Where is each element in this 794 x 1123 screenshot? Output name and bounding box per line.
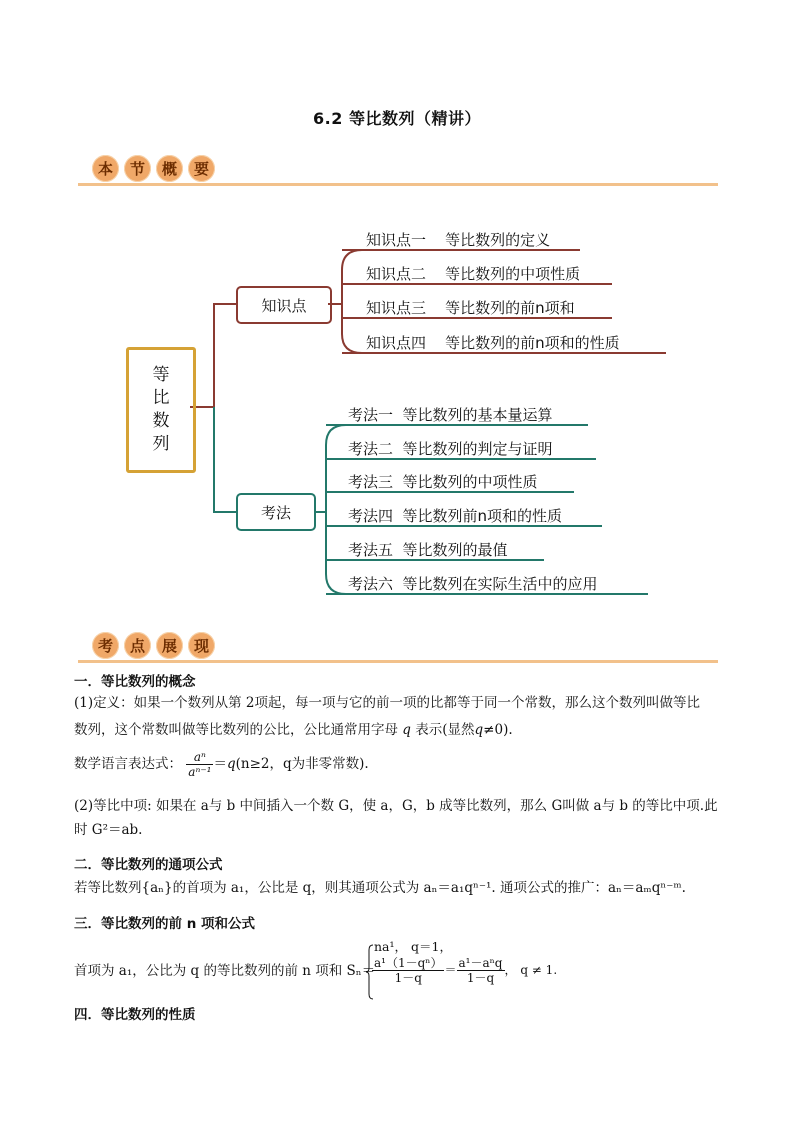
banner-char: 本 xyxy=(92,155,119,182)
piecewise-formula xyxy=(366,939,566,1002)
fraction-numerator: a¹－aⁿq xyxy=(458,956,503,970)
fraction-numerator: aⁿ xyxy=(186,750,213,765)
banner-char: 点 xyxy=(124,632,151,659)
text: ＝q xyxy=(213,756,236,772)
banner-char: 展 xyxy=(156,632,183,659)
section-heading: 三．等比数列的前 n 项和公式 xyxy=(74,916,256,932)
section-banner-points xyxy=(78,630,718,666)
banner-char: 节 xyxy=(124,155,151,182)
paragraph: (2)等比中项: 如果在 a与 b 中间插入一个数 G，使 a，G，b 成等比数列，那么 G叫做 a与 b 的等比中项.此 xyxy=(74,798,718,814)
node-methods: 考法 xyxy=(236,493,316,531)
method-item: 考法三 等比数列的中项性质 xyxy=(348,473,538,491)
knowledge-item: 知识点三 等比数列的前n项和 xyxy=(366,299,575,317)
knowledge-item: 知识点一 等比数列的定义 xyxy=(366,231,551,249)
fraction-denominator: 1－q xyxy=(466,971,495,985)
root-char: 列 xyxy=(152,434,170,454)
section-heading: 二．等比数列的通项公式 xyxy=(74,857,223,873)
paragraph: (1)定义：如果一个数列从第 2项起，每一项与它的前一项的比都等于同一个常数，那么这个数列叫做等比 xyxy=(74,695,701,711)
method-item: 考法一 等比数列的基本量运算 xyxy=(348,406,553,424)
sum-fraction-alt xyxy=(457,956,505,985)
ratio-fraction xyxy=(186,750,213,779)
knowledge-item: 知识点二 等比数列的中项性质 xyxy=(366,265,581,283)
root-char: 数 xyxy=(152,411,170,431)
method-item: 考法二 等比数列的判定与证明 xyxy=(348,440,553,458)
text: ≠0). xyxy=(483,722,513,738)
text: 表示(显然 xyxy=(415,722,475,738)
case-2: $\frac{\text{a¹（1－qⁿ）}}{1-q}$ ＝ $\frac{\text{a¹－aⁿq}}{1-q}$ ， q ≠ 1. xyxy=(374,956,558,985)
math-q: q xyxy=(398,722,416,738)
paragraph xyxy=(74,719,513,741)
section-heading: 一．等比数列的概念 xyxy=(74,674,196,690)
root-char: 比 xyxy=(152,388,170,408)
paragraph: 时 G²＝ab. xyxy=(74,822,143,838)
method-item: 考法五 等比数列的最值 xyxy=(348,541,508,559)
fraction-denominator: aⁿ⁻¹ xyxy=(188,765,212,779)
text: 数列，这个常数叫做等比数列的公比，公比通常用字母 xyxy=(74,722,398,738)
method-item: 考法六 等比数列在实际生活中的应用 xyxy=(348,575,598,593)
paragraph: 首项为 a₁，公比为 q 的等比数列的前 n 项和 Sₙ＝ xyxy=(74,963,376,979)
node-knowledge-points: 知识点 xyxy=(236,286,332,324)
banner-rule xyxy=(78,660,718,663)
page-title: 6.2 等比数列（精讲） xyxy=(313,109,481,128)
banner-char: 考 xyxy=(92,632,119,659)
banner-char: 概 xyxy=(156,155,183,182)
mindmap-root xyxy=(126,347,196,473)
root-char: 等 xyxy=(152,365,170,385)
banner-char: 要 xyxy=(188,155,215,182)
method-item: 考法四 等比数列前n项和的性质 xyxy=(348,507,563,525)
text: ， q ≠ 1. xyxy=(504,963,558,977)
knowledge-item: 知识点四 等比数列的前n项和的性质 xyxy=(366,334,620,352)
fraction-denominator: 1－q xyxy=(394,971,422,985)
paragraph: 若等比数列{aₙ}的首项为 a₁，公比是 q，则其通项公式为 aₙ＝a₁qⁿ⁻¹. 通项公式的推广：aₙ＝aₘqⁿ⁻ᵐ. xyxy=(74,880,686,896)
fraction-numerator: a¹（1－qⁿ） xyxy=(374,956,443,970)
section-heading: 四．等比数列的性质 xyxy=(74,1007,196,1023)
formula-line xyxy=(74,750,369,779)
text: (n≥2，q为非零常数). xyxy=(235,756,369,772)
case-1: na¹， q＝1， xyxy=(374,939,452,954)
banner-char: 现 xyxy=(188,632,215,659)
text: 数学语言表达式： xyxy=(74,756,182,772)
math-q: q xyxy=(474,722,484,738)
sum-fraction xyxy=(372,956,444,985)
